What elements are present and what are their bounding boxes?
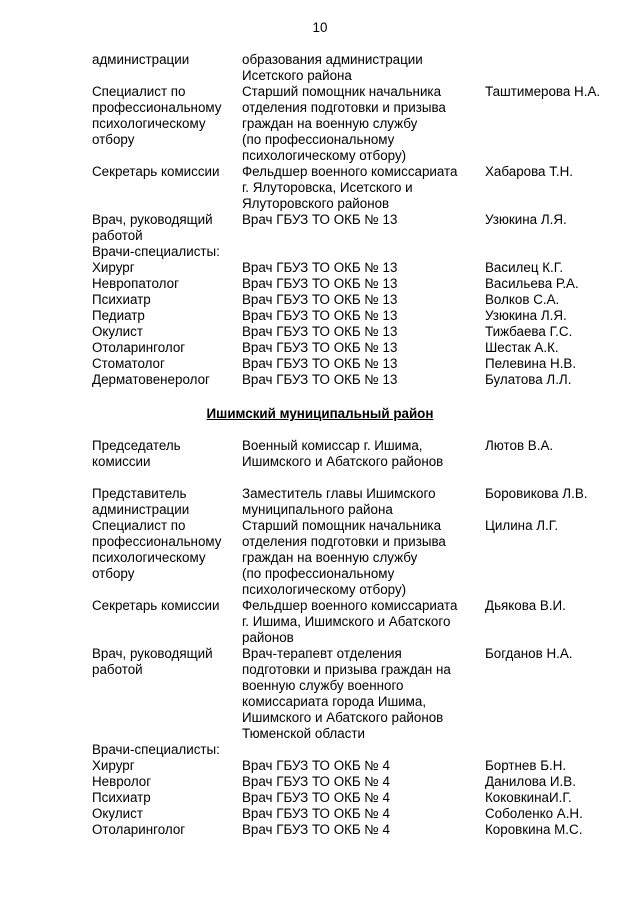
table-row xyxy=(0,260,640,276)
table-row xyxy=(0,340,640,356)
role-cell: Специалист по профессиональному психологическому отбору xyxy=(92,518,222,581)
table-row xyxy=(0,356,640,372)
role-cell: Представитель администрации xyxy=(92,486,190,517)
role-cell: Невролог xyxy=(92,774,152,789)
position-cell: образования администрации Исетского района xyxy=(242,52,423,83)
specialists-heading-row xyxy=(0,742,640,758)
role-cell: Отоларинголог xyxy=(92,340,186,355)
role-cell: Секретарь комиссии xyxy=(92,598,220,613)
top-table xyxy=(0,52,640,388)
table-row xyxy=(0,598,640,646)
section-title: Ишимский муниципальный район xyxy=(206,406,434,421)
role-cell: Окулист xyxy=(92,806,143,821)
role-cell: Невропатолог xyxy=(92,276,179,291)
name-cell: Коровкина М.С. xyxy=(485,822,583,837)
table-row xyxy=(0,308,640,324)
table-row xyxy=(0,372,640,388)
position-cell: Врач-терапевт отделения подготовки и призыва граждан на военную службу военного комиссариата города Ишима, Ишимского и Абатского районов Тюменской области xyxy=(242,646,451,741)
page-number: 10 xyxy=(312,20,328,35)
position-cell: Врач ГБУЗ ТО ОКБ № 4 xyxy=(242,758,390,773)
position-cell: Врач ГБУЗ ТО ОКБ № 13 xyxy=(242,356,398,371)
position-cell: Врач ГБУЗ ТО ОКБ № 13 xyxy=(242,340,398,355)
position-cell: Врач ГБУЗ ТО ОКБ № 13 xyxy=(242,212,398,227)
name-cell: Узюкина Л.Я. xyxy=(485,308,567,323)
role-cell: Председатель комиссии xyxy=(92,438,181,469)
role-cell: Стоматолог xyxy=(92,356,165,371)
table-row xyxy=(0,806,640,822)
role-cell: Хирург xyxy=(92,260,135,275)
position-cell: Врач ГБУЗ ТО ОКБ № 13 xyxy=(242,276,398,291)
name-cell: Данилова И.В. xyxy=(485,774,576,789)
table-row xyxy=(0,276,640,292)
role-cell: Специалист по профессиональному психологическому отбору xyxy=(92,84,222,147)
name-cell: Пелевина Н.В. xyxy=(485,356,577,371)
name-cell: Узюкина Л.Я. xyxy=(485,212,567,227)
position-cell: Фельдшер военного комиссариата г. Ялуторовска, Исетского и Ялуторовского районов xyxy=(242,164,458,211)
position-cell: Врач ГБУЗ ТО ОКБ № 13 xyxy=(242,324,398,339)
specialists-heading-row xyxy=(0,244,640,260)
name-cell: Бортнев Б.Н. xyxy=(485,758,567,773)
role-cell: Педиатр xyxy=(92,308,145,323)
name-cell: Тижбаева Г.С. xyxy=(485,324,573,339)
name-cell: Булатова Л.Л. xyxy=(485,372,572,387)
position-cell: Врач ГБУЗ ТО ОКБ № 4 xyxy=(242,822,390,837)
role-cell: Врач, руководящий работой xyxy=(92,212,213,243)
name-cell: Соболенко А.Н. xyxy=(485,806,583,821)
table-row xyxy=(0,164,640,212)
role-cell: Дерматовенеролог xyxy=(92,372,210,387)
table-row xyxy=(0,292,640,308)
name-cell: Лютов В.А. xyxy=(485,438,554,453)
name-cell: Богданов Н.А. xyxy=(485,646,573,661)
table-row xyxy=(0,822,640,838)
role-cell: Хирург xyxy=(92,758,135,773)
position-cell: Врач ГБУЗ ТО ОКБ № 13 xyxy=(242,308,398,323)
role-cell: Психиатр xyxy=(92,292,151,307)
role-cell: Окулист xyxy=(92,324,143,339)
position-cell: Военный комиссар г. Ишима, Ишимского и Абатского районов xyxy=(242,438,444,469)
position-cell: Старший помощник начальника отделения подготовки и призыва граждан на военную службу (по профессиональному психологическому отбору) xyxy=(242,518,446,597)
position-cell: Врач ГБУЗ ТО ОКБ № 4 xyxy=(242,806,390,821)
role-cell: администрации xyxy=(92,52,190,67)
name-cell: КоковкинаИ.Г. xyxy=(485,790,572,805)
name-cell: Васильева Р.А. xyxy=(485,276,579,291)
position-cell: Врач ГБУЗ ТО ОКБ № 13 xyxy=(242,292,398,307)
table-row xyxy=(0,212,640,244)
table-row xyxy=(0,518,640,598)
table-row xyxy=(0,758,640,774)
name-cell: Хабарова Т.Н. xyxy=(485,164,574,179)
name-cell: Цилина Л.Г. xyxy=(485,518,559,533)
name-cell: Боровикова Л.В. xyxy=(485,486,588,501)
table-row xyxy=(0,774,640,790)
role-cell: Секретарь комиссии xyxy=(92,164,220,179)
table-row xyxy=(0,790,640,806)
position-cell: Врач ГБУЗ ТО ОКБ № 13 xyxy=(242,260,398,275)
name-cell: Дьякова В.И. xyxy=(485,598,566,613)
name-cell: Василец К.Г. xyxy=(485,260,564,275)
table-row xyxy=(0,324,640,340)
position-cell: Врач ГБУЗ ТО ОКБ № 4 xyxy=(242,774,390,789)
name-cell: Шестак А.К. xyxy=(485,340,559,355)
specialists-heading: Врачи-специалисты: xyxy=(92,742,220,757)
section-table xyxy=(0,438,640,838)
position-cell: Старший помощник начальника отделения подготовки и призыва граждан на военную службу (по профессиональному психологическому отбору) xyxy=(242,84,446,163)
position-cell: Врач ГБУЗ ТО ОКБ № 4 xyxy=(242,790,390,805)
position-cell: Заместитель главы Ишимского муниципального района xyxy=(242,486,436,517)
role-cell: Психиатр xyxy=(92,790,151,805)
table-row xyxy=(0,84,640,164)
role-cell: Врач, руководящий работой xyxy=(92,646,213,677)
table-row xyxy=(0,646,640,742)
table-row xyxy=(0,52,640,84)
name-cell: Волков С.А. xyxy=(485,292,560,307)
table-row xyxy=(0,486,640,518)
name-cell: Таштимерова Н.А. xyxy=(485,84,601,99)
specialists-heading: Врачи-специалисты: xyxy=(92,244,220,259)
position-cell: Фельдшер военного комиссариата г. Ишима, Ишимского и Абатского районов xyxy=(242,598,458,645)
position-cell: Врач ГБУЗ ТО ОКБ № 13 xyxy=(242,372,398,387)
role-cell: Отоларинголог xyxy=(92,822,186,837)
table-row xyxy=(0,438,640,486)
